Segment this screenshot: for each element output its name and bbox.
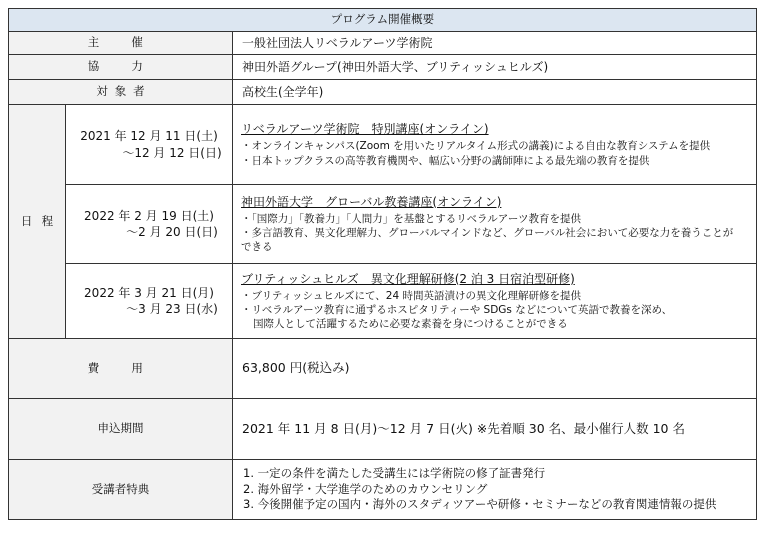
organizer-label: 主 催 bbox=[9, 32, 233, 55]
schedule-date-1 bbox=[66, 105, 233, 185]
schedule-detail-1 bbox=[233, 105, 757, 185]
program-bullet: ・リベラルアーツ教育に通ずるホスピタリティーや SDGs などについて英語で教養を深め、 bbox=[241, 304, 673, 316]
program-bullet: ・オンラインキャンパス(Zoom を用いたリアルタイム形式の講義)による自由な教育システムを提供 bbox=[241, 140, 711, 153]
organizer-value: 一般社団法人リベラルアーツ学術院 bbox=[233, 32, 757, 55]
cooperation-row bbox=[9, 55, 757, 80]
cooperation-label: 協 力 bbox=[9, 55, 233, 80]
schedule-row-2 bbox=[9, 185, 757, 264]
fee-label: 費 用 bbox=[9, 339, 233, 399]
table-header-row bbox=[9, 9, 757, 32]
schedule-date-start: 2022 年 3 月 21 日(月) bbox=[84, 285, 214, 300]
fee-row bbox=[9, 339, 757, 399]
benefits-label: 受講者特典 bbox=[9, 460, 233, 520]
schedule-row-3 bbox=[9, 264, 757, 339]
target-label: 対象者 bbox=[9, 80, 233, 105]
schedule-date-3 bbox=[66, 264, 233, 339]
application-label: 申込期間 bbox=[9, 399, 233, 460]
schedule-row-1 bbox=[9, 105, 757, 185]
schedule-date-end: ～12 月 12 日(日) bbox=[122, 145, 222, 160]
target-value: 高校生(全学年) bbox=[233, 80, 757, 105]
target-row bbox=[9, 80, 757, 105]
organizer-row bbox=[9, 32, 757, 55]
application-row bbox=[9, 399, 757, 460]
schedule-date-end: ～3 月 23 日(水) bbox=[126, 302, 218, 316]
program-bullet: ・ブリティッシュヒルズにて、24 時間英語漬けの異文化理解研修を提供 bbox=[241, 289, 581, 302]
table-title: プログラム開催概要 bbox=[9, 9, 757, 32]
schedule-detail-2 bbox=[233, 185, 757, 264]
benefit-item: 2. 海外留学・大学進学のためのカウンセリング bbox=[243, 481, 488, 496]
program-overview-table bbox=[8, 8, 757, 520]
program-bullet: 国際人として活躍するために必要な素養を身につけることができる bbox=[253, 318, 568, 331]
application-value: 2021 年 11 月 8 日(月)～12 月 7 日(火) ※先着順 30 名、最小催行人数 10 名 bbox=[233, 399, 757, 460]
program-title: ブリティッシュヒルズ 異文化理解研修(2 泊 3 日宿泊型研修) bbox=[241, 271, 575, 286]
benefit-item: 3. 今後開催予定の国内・海外のスタディツアーや研修・セミナーなどの教育関連情報の提供 bbox=[243, 497, 717, 512]
schedule-label: 日程 bbox=[9, 105, 66, 339]
program-title: 神田外語大学 グローバル教養講座(オンライン) bbox=[241, 194, 502, 209]
schedule-detail-3 bbox=[233, 264, 757, 339]
program-bullet: ・日本トップクラスの高等教育機関や、幅広い分野の講師陣による最先端の教育を提供 bbox=[241, 154, 650, 167]
program-bullet: できる bbox=[241, 241, 273, 254]
benefit-item: 1. 一定の条件を満たした受講生には学術院の修了証書発行 bbox=[243, 466, 546, 481]
schedule-date-end: ～2 月 20 日(日) bbox=[126, 225, 218, 239]
cooperation-value: 神田外語グループ(神田外語大学、ブリティッシュヒルズ) bbox=[233, 55, 757, 80]
benefits-list bbox=[233, 460, 757, 520]
fee-value: 63,800 円(税込み) bbox=[233, 339, 757, 399]
program-bullet: ・「国際力」「教養力」「人間力」を基盤とするリベラルアーツ教育を提供 bbox=[241, 212, 581, 225]
schedule-date-start: 2022 年 2 月 19 日(土) bbox=[84, 208, 214, 223]
schedule-date-2 bbox=[66, 185, 233, 264]
program-bullet: ・多言語教育、異文化理解力、グローバルマインドなど、グローバル社会において必要な力を養うことが bbox=[241, 227, 734, 239]
program-title: リベラルアーツ学術院 特別講座(オンライン) bbox=[241, 122, 489, 137]
schedule-date-start: 2021 年 12 月 11 日(土) bbox=[80, 129, 218, 144]
benefits-row bbox=[9, 460, 757, 520]
